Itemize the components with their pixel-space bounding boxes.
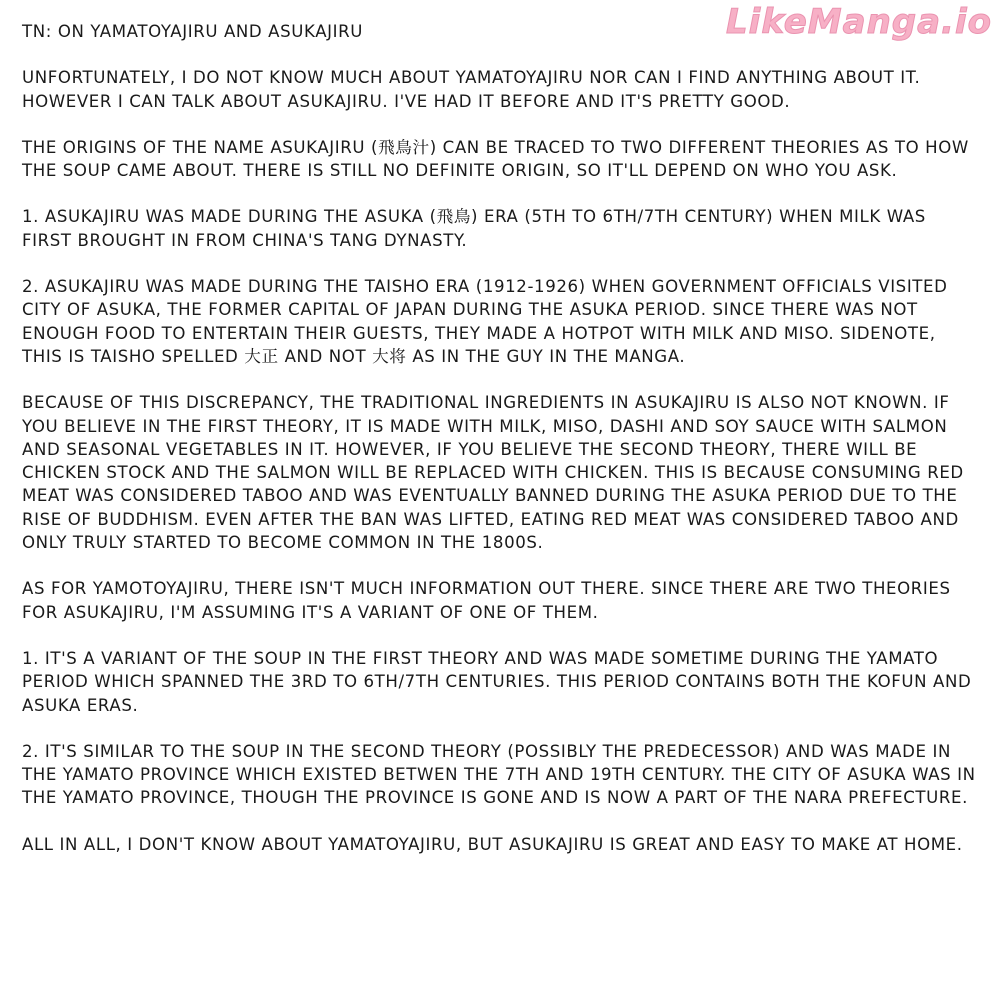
paragraph-variant-1: 1. IT'S A VARIANT OF THE SOUP IN THE FIRST THEORY AND WAS MADE SOMETIME DURING THE YAMATO PERIOD WHICH SPANNED THE 3RD TO 6TH/7TH CENTURIES. THIS PERIOD CONTAINS BOTH THE KOFUN AND ASUKA ERAS. [22, 648, 972, 715]
paragraph-ingredients: BECAUSE OF THIS DISCREPANCY, THE TRADITIONAL INGREDIENTS IN ASUKAJIRU IS ALSO NOT KNOWN. IF YOU BELIEVE IN THE FIRST THEORY, IT IS MADE WITH MILK, MISO, DASHI AND SOY SAUCE WITH SALMON AND SEASONAL VEGETABLES IN IT. HOWEVER, IF YOU BELIEVE THE SECOND THEORY, THERE WILL BE CHICKEN STOCK AND THE SALMON WILL BE REPLACED WITH CHICKEN. THIS IS BECAUSE CONSUMING RED MEAT WAS CONSIDERED TABOO AND WAS EVENTUALLY BANNED DURING THE ASUKA PERIOD DUE TO THE RISE OF BUDDHISM. EVEN AFTER THE BAN WAS LIFTED, EATING RED MEAT WAS CONSIDERED TABOO AND ONLY TRULY STARTED TO BECOME COMMON IN THE 1800S. [22, 393, 964, 553]
paragraph-theory-2: 2. ASUKAJIRU WAS MADE DURING THE TAISHO ERA (1912-1926) WHEN GOVERNMENT OFFICIALS VISITED CITY OF ASUKA, THE FORMER CAPITAL OF JAPAN DURING THE ASUKA PERIOD. SINCE THERE WAS NOT ENOUGH FOOD TO ENTERTAIN THEIR GUESTS, THEY MADE A HOTPOT WITH MILK AND MISO. SIDENOTE, THIS IS TAISHO SPELLED 大正 AND NOT 大将 AS IN THE GUY IN THE MANGA. [22, 277, 948, 366]
paragraph-intro: UNFORTUNATELY, I DO NOT KNOW MUCH ABOUT YAMATOYAJIRU NOR CAN I FIND ANYTHING ABOUT IT. HOWEVER I CAN TALK ABOUT ASUKAJIRU. I'VE HAD IT BEFORE AND IT'S PRETTY GOOD. [22, 68, 921, 111]
paragraph-theory-1: 1. ASUKAJIRU WAS MADE DURING THE ASUKA (飛鳥) ERA (5TH TO 6TH/7TH CENTURY) WHEN MILK WAS FIRST BROUGHT IN FROM CHINA'S TANG DYNASTY. [22, 207, 926, 250]
note-title: TN: ON YAMATOYAJIRU AND ASUKAJIRU [22, 22, 364, 41]
paragraph-conclusion: ALL IN ALL, I DON'T KNOW ABOUT YAMATOYAJIRU, BUT ASUKAJIRU IS GREAT AND EASY TO MAKE AT HOME. [22, 834, 963, 854]
paragraph-origins: THE ORIGINS OF THE NAME ASUKAJIRU (飛鳥汁) CAN BE TRACED TO TWO DIFFERENT THEORIES AS TO HOW THE SOUP CAME ABOUT. THERE IS STILL NO DEFINITE ORIGIN, SO IT'LL DEPEND ON WHO YOU ASK. [22, 137, 969, 181]
paragraph-yamatoyajiru: AS FOR YAMOTOYAJIRU, THERE ISN'T MUCH INFORMATION OUT THERE. SINCE THERE ARE TWO THEORIES FOR ASUKAJIRU, I'M ASSUMING IT'S A VARIANT OF ONE OF THEM. [22, 579, 951, 622]
paragraph-variant-2: 2. IT'S SIMILAR TO THE SOUP IN THE SECOND THEORY (POSSIBLY THE PREDECESSOR) AND WAS MADE IN THE YAMATO PROVINCE WHICH EXISTED BETWEN THE 7TH AND 19TH CENTURY. THE CITY OF ASUKA WAS IN THE YAMATO PROVINCE, THOUGH THE PROVINCE IS GONE AND IS NOW A PART OF THE NARA PREFECTURE. [22, 741, 976, 808]
site-watermark-logo: LikeManga.io [726, 2, 992, 42]
